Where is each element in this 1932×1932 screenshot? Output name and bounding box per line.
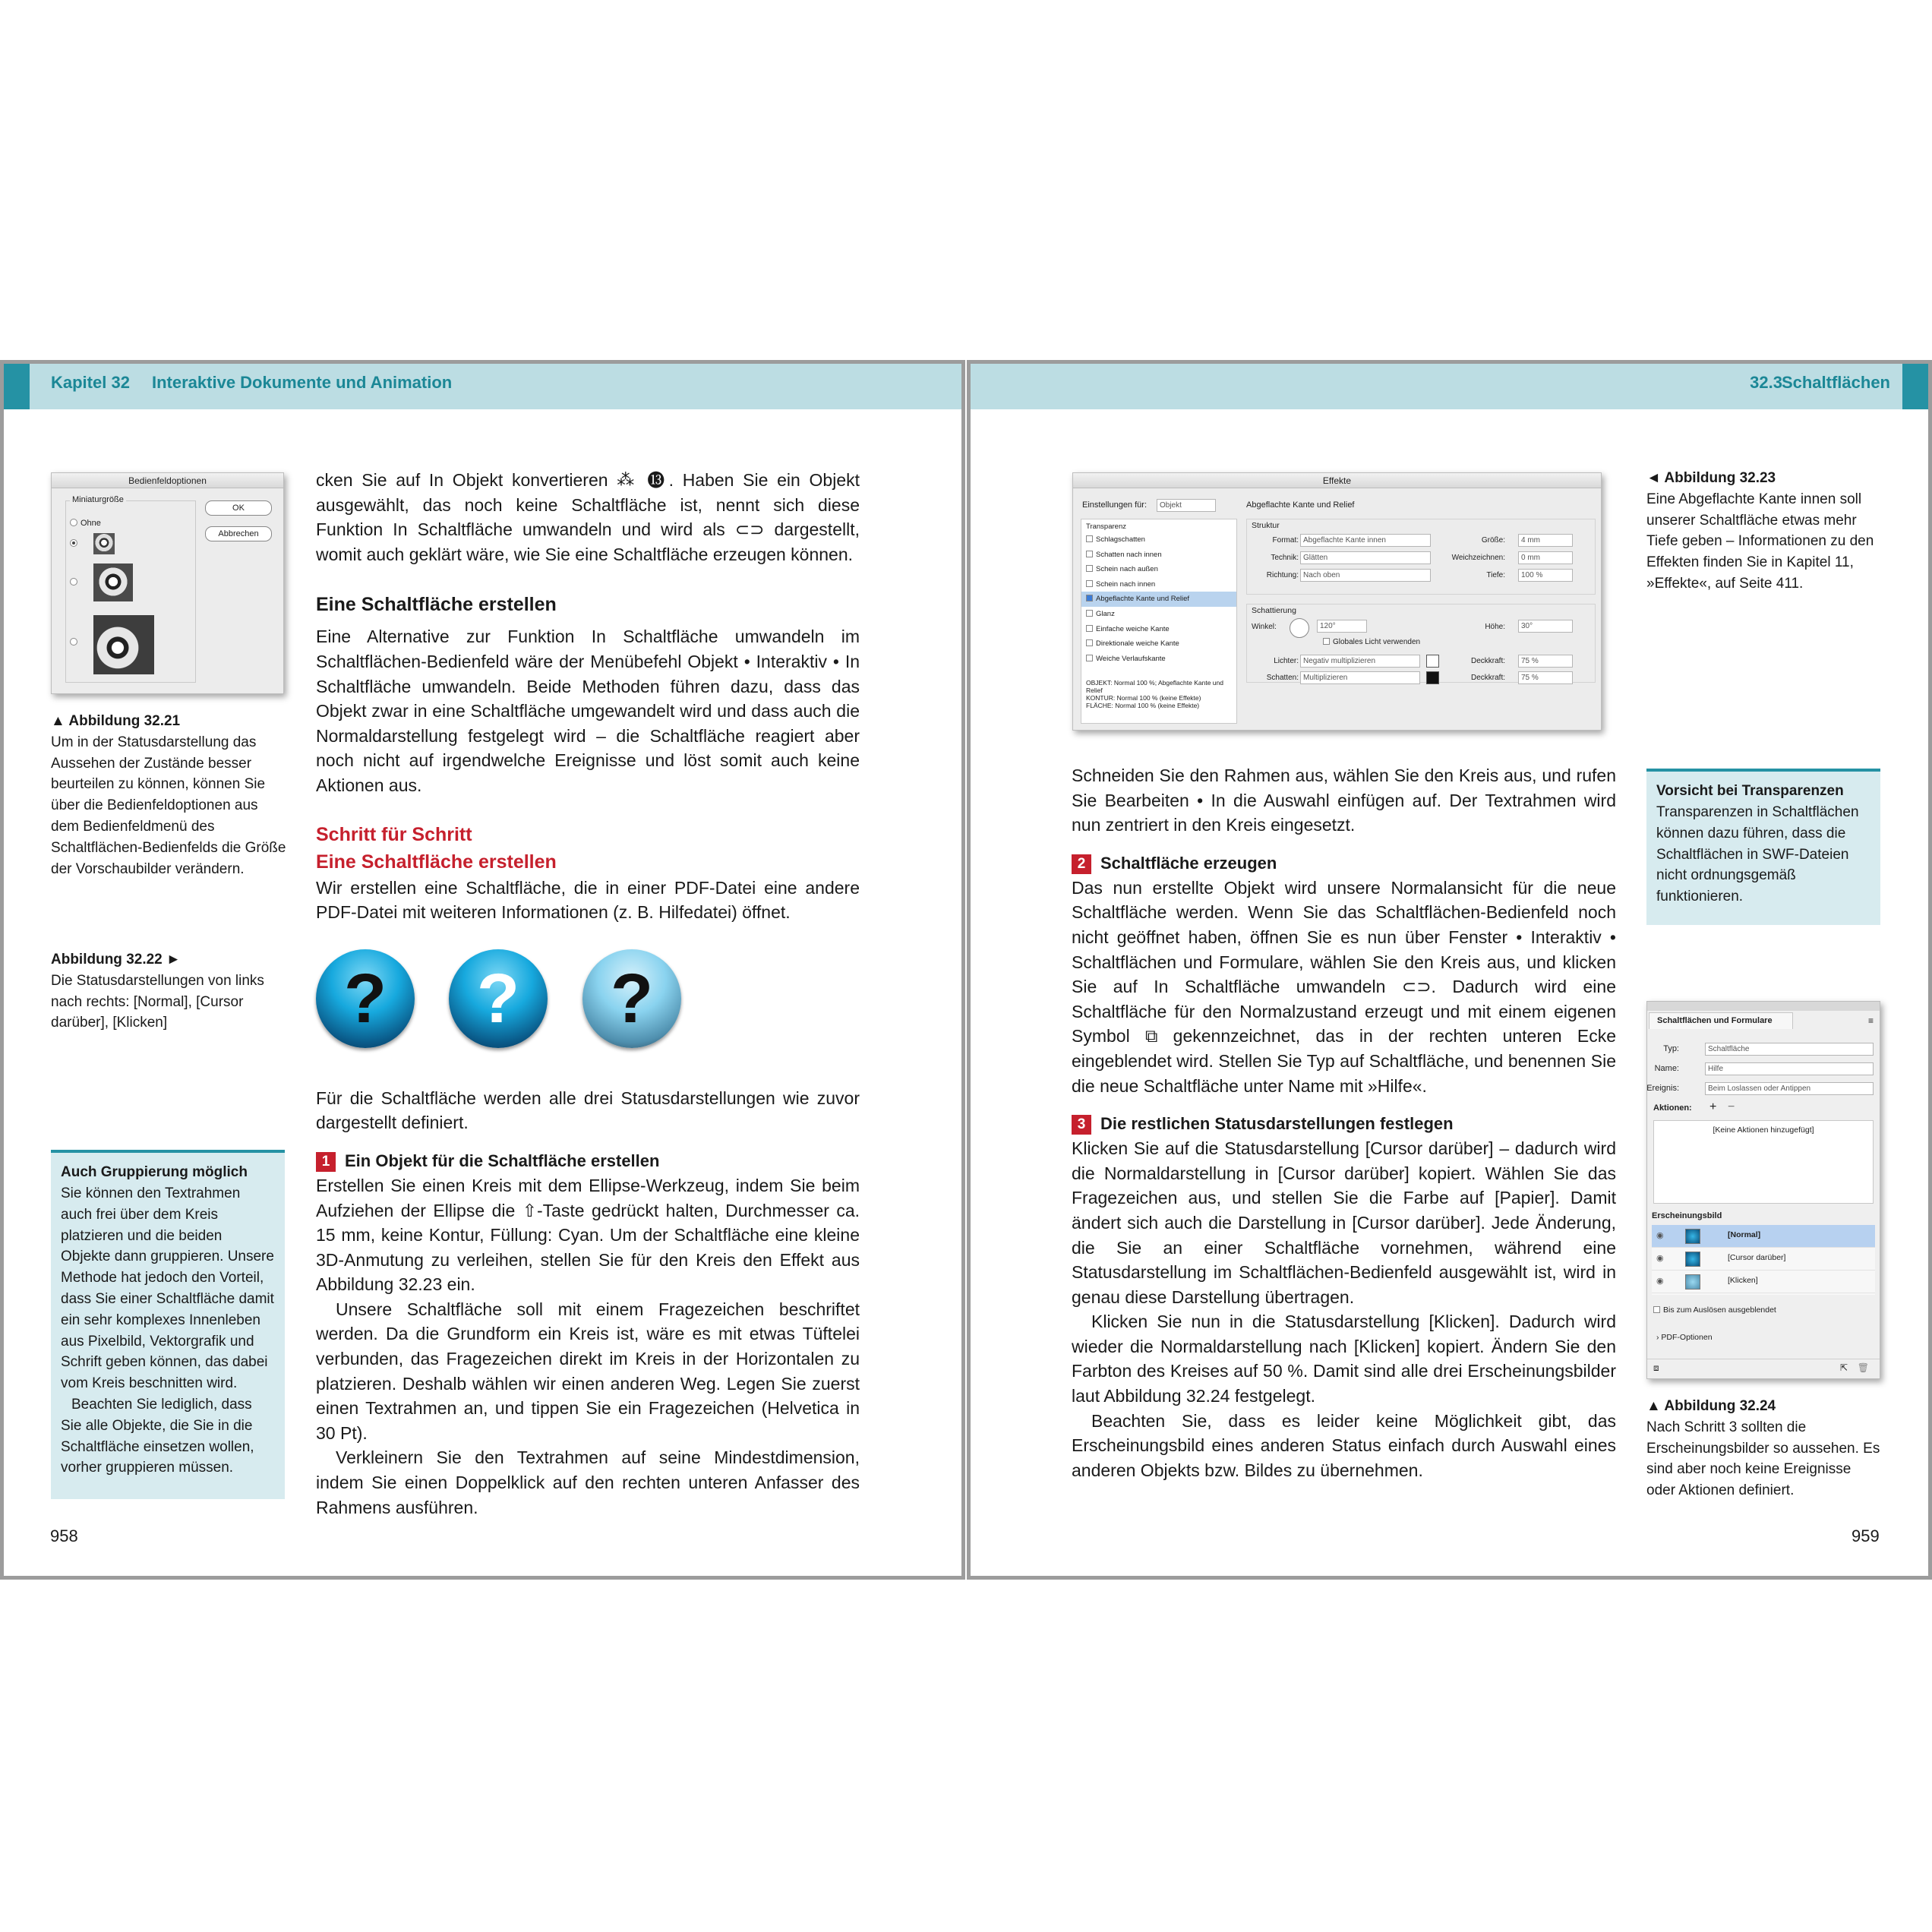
caption-title: ▲ Abbildung 32.24 bbox=[1646, 1398, 1776, 1414]
tip-text: Sie können den Textrahmen auch frei über dem Kreis platzieren und die beiden Objekte dann gruppieren. Unsere Methode hat jedoch den Vorteil, dass Sie einer Schaltfläche damit ein sehr komplexes Innenleben aus Pixelbild, Vektorgrafik und Schrift geben können, das dabei vom Kreis beschnitten wird. bbox=[61, 1185, 274, 1392]
angle-dial[interactable] bbox=[1290, 618, 1309, 638]
appearance-state-row[interactable] bbox=[1652, 1248, 1875, 1271]
schatten-select[interactable]: Multiplizieren bbox=[1300, 671, 1420, 684]
effects-list-item-label: Weiche Verlaufskante bbox=[1096, 654, 1166, 663]
format-select[interactable]: Abgeflachte Kante innen bbox=[1300, 534, 1431, 547]
paragraph: Klicken Sie nun in die Statusdarstellung [Klicken]. Dadurch wird wieder die Normaldarstellung nach [Klicken] kopiert. Ändern Sie den Farbton des Kreises auf 50 %. Damit sind alle drei Erscheinungsbilder laut Abbildung 32.24 festgelegt. bbox=[1072, 1312, 1616, 1406]
paragraph: Schneiden Sie den Rahmen aus, wählen Sie den Kreis aus, und rufen Sie Bearbeiten • In die Auswahl einfügen auf. Der Textrahmen wird nun zentriert in den Kreis eingesetzt. bbox=[1072, 766, 1616, 835]
aktionen-label: Aktionen: bbox=[1653, 1103, 1692, 1113]
schattierung-label: Schattierung bbox=[1252, 606, 1296, 615]
deckkraft-label: Deckkraft: bbox=[1470, 657, 1505, 665]
state-normal-button bbox=[316, 949, 415, 1048]
left-main-column bbox=[316, 468, 860, 1520]
global-light-label: Globales Licht verwenden bbox=[1333, 638, 1421, 646]
winkel-field[interactable]: 120° bbox=[1317, 620, 1367, 633]
section-number: 32.3 bbox=[1750, 373, 1782, 392]
page-number-left: 958 bbox=[50, 1526, 78, 1545]
paragraph: Beachten Sie, dass es leider keine Möglichkeit gibt, das Erscheinungsbild eines anderen Status einfach durch Auswahl eines anderen Objekts bzw. Bildes zu übernehmen. bbox=[1072, 1410, 1616, 1480]
step-2-heading bbox=[1072, 851, 1616, 876]
hoehe-label: Höhe: bbox=[1485, 623, 1505, 631]
right-main-column bbox=[1072, 763, 1616, 1482]
effects-list-item[interactable] bbox=[1081, 562, 1236, 577]
right-tab-marker bbox=[1902, 364, 1928, 409]
panel-title: Schaltflächen und Formulare bbox=[1657, 1016, 1773, 1025]
tiefe-label: Tiefe: bbox=[1486, 571, 1505, 579]
thumbnail-small bbox=[93, 533, 115, 554]
effects-list-item[interactable] bbox=[1081, 607, 1236, 622]
question-mark: ? bbox=[610, 959, 654, 1037]
cancel-button[interactable]: Abbrechen bbox=[205, 526, 272, 541]
lichter-select[interactable]: Negativ multiplizieren bbox=[1300, 655, 1420, 668]
schatten-color-swatch[interactable] bbox=[1426, 671, 1439, 684]
step-1-heading bbox=[316, 1149, 860, 1173]
hide-label: Bis zum Auslösen ausgeblendet bbox=[1663, 1305, 1776, 1315]
effects-list-item[interactable] bbox=[1081, 592, 1236, 607]
tip-text-2: Beachten Sie lediglich, dass Sie alle Objekte, die Sie in die Schaltfläche einsetzen wollen, vorher gruppieren müssen. bbox=[61, 1396, 254, 1476]
state-label: [Cursor darüber] bbox=[1728, 1253, 1786, 1262]
groesse-field[interactable]: 4 mm bbox=[1518, 534, 1573, 547]
left-running-header bbox=[30, 364, 961, 409]
settings-for-select[interactable]: Objekt bbox=[1157, 499, 1216, 512]
effects-list-item-label: Glanz bbox=[1096, 609, 1115, 618]
radio-large[interactable] bbox=[70, 638, 77, 646]
tiefe-field[interactable]: 100 % bbox=[1518, 569, 1573, 582]
button-states-figure bbox=[316, 931, 860, 1083]
paragraph: Für die Schaltfläche werden alle drei Statusdarstellungen wie zuvor dargestellt definiert. bbox=[316, 1088, 860, 1133]
eye-icon[interactable]: ◉ bbox=[1656, 1231, 1664, 1240]
effekte-dialog bbox=[1072, 472, 1602, 731]
bedienfeldoptionen-dialog bbox=[51, 472, 284, 694]
hide-until-triggered-checkbox[interactable] bbox=[1653, 1305, 1776, 1315]
tip-box-grouping bbox=[51, 1150, 285, 1499]
typ-label: Typ: bbox=[1663, 1044, 1679, 1053]
effects-list-item-label: Einfache weiche Kante bbox=[1096, 624, 1170, 633]
right-running-header bbox=[971, 364, 1902, 409]
pdf-options-disclosure[interactable]: › PDF-Optionen bbox=[1656, 1333, 1713, 1342]
struktur-group bbox=[1246, 519, 1596, 595]
panel-menu-icon[interactable]: ≡ bbox=[1867, 1015, 1874, 1026]
radio-medium[interactable] bbox=[70, 578, 77, 586]
richtung-select[interactable]: Nach oben bbox=[1300, 569, 1431, 582]
state-thumbnail bbox=[1685, 1274, 1700, 1290]
paragraph: Das nun erstellte Objekt wird unsere Normalansicht für die neue Schaltfläche werden. Wenn Sie das Schaltflächen-Bedienfeld noch nicht geöffnet haben, öffnen Sie es nun über Fenster • Interaktiv • Schaltflächen und Formulare, wählen Sie den Kreis aus, und klicken Sie auf In Schaltfläche umwandeln ⊂⊃. Dadurch wird eine Schaltfläche für den Normalzustand erzeugt und mit einem eigenen Symbol ⧉ gekennzeichnet, das in der rechten unteren Ecke eingeblendet wird. Stellen Sie Typ auf Schaltfläche, und benennen Sie die neue Schaltfläche unter Name mit »Hilfe«. bbox=[1072, 877, 1616, 1096]
effects-list-item-label: Schatten nach innen bbox=[1096, 550, 1162, 559]
hoehe-field[interactable]: 30° bbox=[1518, 620, 1573, 633]
appearance-state-row[interactable] bbox=[1652, 1225, 1875, 1248]
section-heading: Eine Schaltfläche erstellen bbox=[316, 594, 557, 616]
technik-label: Technik: bbox=[1271, 554, 1299, 562]
preview-icon[interactable]: ⧈ bbox=[1653, 1362, 1659, 1373]
thumbnail-group bbox=[65, 495, 196, 683]
step-by-step-title: Eine Schaltfläche erstellen bbox=[316, 851, 557, 873]
radio-none[interactable] bbox=[70, 519, 101, 528]
remove-action-icon[interactable]: − bbox=[1728, 1100, 1735, 1113]
paragraph: cken Sie auf In Objekt konvertieren ⁂ ⓭. Haben Sie ein Objekt ausgewählt, das noch keine Schaltfläche ist, nennt sich diese Funktion In Schaltfläche umwandeln und wird als ⊂⊃ dargestellt, womit auch geklärt wäre, wie Sie eine Schaltfläche erzeugen können. bbox=[316, 470, 860, 564]
thumbnail-large bbox=[93, 615, 154, 674]
groesse-label: Größe: bbox=[1481, 536, 1505, 545]
tip-text: Transparenzen in Schaltflächen können dazu führen, dass die Schaltflächen in SWF-Dateien nicht ordnungsgemäß funktionieren. bbox=[1656, 804, 1859, 905]
step-by-step-label: Schritt für Schritt bbox=[316, 823, 472, 845]
question-mark: ? bbox=[476, 959, 520, 1037]
schatten-label: Schatten: bbox=[1266, 674, 1299, 682]
caption-title: Abbildung 32.22 ► bbox=[51, 952, 181, 968]
question-mark: ? bbox=[343, 959, 387, 1037]
weichzeichnen-label: Weichzeichnen: bbox=[1451, 554, 1505, 562]
caption-title: ▲ Abbildung 32.21 bbox=[51, 713, 181, 729]
chapter-title: Interaktive Dokumente und Animation bbox=[152, 373, 453, 392]
step-title: Ein Objekt für die Schaltfläche erstellen bbox=[345, 1151, 660, 1170]
effects-list-item[interactable] bbox=[1081, 532, 1236, 548]
name-input[interactable]: Hilfe bbox=[1705, 1062, 1874, 1075]
weichzeichnen-field[interactable]: 0 mm bbox=[1518, 551, 1573, 564]
section-title: Abgeflachte Kante und Relief bbox=[1246, 500, 1355, 510]
paragraph: Wir erstellen eine Schaltfläche, die in einer PDF-Datei eine andere PDF-Datei mit weiteren Informationen (z. B. Hilfedatei) öffnet. bbox=[316, 877, 860, 923]
richtung-label: Richtung: bbox=[1266, 571, 1299, 579]
effects-list bbox=[1081, 519, 1237, 724]
effects-summary: OBJEKT: Normal 100 %; Abgeflachte Kante und Relief KONTUR: Normal 100 % (keine Effekte) FLÄCHE: Normal 100 % (keine Effekte) bbox=[1086, 679, 1223, 709]
panel-topbar bbox=[1647, 1002, 1880, 1011]
ok-button[interactable]: OK bbox=[205, 500, 272, 516]
group-label: Miniaturgröße bbox=[70, 495, 126, 504]
format-label: Format: bbox=[1272, 536, 1299, 545]
caption-text: Nach Schritt 3 sollten die Erscheinungsbilder so aussehen. Es sind aber noch keine Ereignisse oder Aktionen definiert. bbox=[1646, 1419, 1880, 1499]
paragraph: Unsere Schaltfläche soll mit einem Fragezeichen beschriftet werden. Da die Grundform ein Kreis ist, wäre es mit etwas Tüftelei verbunden, das Fragezeichen direkt im Kreis in der Horizontalen zu platzieren. Deshalb wählen wir einen anderen Weg. Legen Sie zuerst einen Textrahmen an, und tippen Sie ein Fragezeichen (Helvetica in 30 Pt). bbox=[316, 1299, 860, 1443]
appearance-label: Erscheinungsbild bbox=[1652, 1211, 1722, 1220]
section-title: Schaltflächen bbox=[1781, 373, 1890, 392]
state-label: [Klicken] bbox=[1728, 1276, 1758, 1285]
figure-caption-32-23 bbox=[1646, 468, 1882, 595]
step-title: Die restlichen Statusdarstellungen festlegen bbox=[1100, 1114, 1454, 1134]
settings-for-label: Einstellungen für: bbox=[1082, 500, 1147, 510]
tip-title: Auch Gruppierung möglich bbox=[61, 1164, 248, 1180]
caption-title: ◄ Abbildung 32.23 bbox=[1646, 470, 1776, 486]
actions-list bbox=[1653, 1120, 1874, 1204]
state-label: [Normal] bbox=[1728, 1230, 1761, 1239]
state-click-button bbox=[582, 949, 681, 1048]
eye-icon[interactable]: ◉ bbox=[1656, 1277, 1664, 1286]
add-action-icon[interactable]: + bbox=[1709, 1100, 1717, 1113]
tip-title: Vorsicht bei Transparenzen bbox=[1656, 783, 1844, 799]
radio-none-label: Ohne bbox=[80, 519, 101, 528]
effects-list-item-label: Direktionale weiche Kante bbox=[1096, 639, 1179, 649]
deckkraft-lichter-field[interactable]: 75 % bbox=[1518, 655, 1573, 668]
thumbnail-medium bbox=[93, 564, 133, 601]
chapter-number: Kapitel 32 bbox=[51, 373, 130, 392]
eye-icon[interactable]: ◉ bbox=[1656, 1254, 1664, 1263]
effects-list-item-label: Schein nach außen bbox=[1096, 565, 1158, 574]
panel-tab[interactable] bbox=[1649, 1012, 1793, 1029]
effects-list-item[interactable] bbox=[1081, 636, 1236, 652]
buttons-forms-panel bbox=[1646, 1001, 1880, 1379]
paragraph: Verkleinern Sie den Textrahmen auf seine Mindestdimension, indem Sie einen Doppelklick auf den rechten unteren Anfasser des Rahmens ausführen. bbox=[316, 1447, 860, 1517]
lichter-color-swatch[interactable] bbox=[1426, 655, 1439, 668]
effects-list-item-label: Schlagschatten bbox=[1096, 535, 1145, 544]
step-number: 1 bbox=[316, 1152, 336, 1172]
deckkraft-schatten-field[interactable]: 75 % bbox=[1518, 671, 1573, 684]
figure-caption-32-22 bbox=[51, 949, 279, 1034]
convert-icon[interactable]: ⇱ bbox=[1839, 1362, 1848, 1373]
ereignis-select[interactable]: Beim Loslassen oder Antippen bbox=[1705, 1082, 1874, 1095]
effects-list-item[interactable] bbox=[1081, 548, 1236, 563]
winkel-label: Winkel: bbox=[1252, 623, 1277, 631]
trash-icon[interactable]: 🗑 bbox=[1857, 1362, 1869, 1373]
caption-text: Eine Abgeflachte Kante innen soll unserer Schaltfläche etwas mehr Tiefe geben – Informationen zu den Effekten finden Sie in Kapitel 11, »Effekte«, auf Seite 411. bbox=[1646, 491, 1874, 592]
caption-text: Um in der Statusdarstellung das Aussehen der Zustände besser beurteilen zu können, können Sie über die Bedienfeldoptionen aus dem Bedienfeldmenü des Schaltflächen-Bedienfelds die Größe der Vorschaubilder verändern. bbox=[51, 734, 286, 877]
effects-list-item[interactable] bbox=[1081, 577, 1236, 592]
page-number-right: 959 bbox=[1852, 1526, 1880, 1545]
global-light-checkbox[interactable] bbox=[1323, 638, 1420, 646]
step-number: 2 bbox=[1072, 854, 1091, 874]
struktur-label: Struktur bbox=[1252, 521, 1280, 530]
paragraph: Erstellen Sie einen Kreis mit dem Ellipse-Werkzeug, indem Sie beim Aufziehen der Ellipse die ⇧-Taste gedrückt halten, Durchmesser ca. 15 mm, keine Kontur, Füllung: Cyan. Um der Schaltfläche eine kleine 3D-Anmutung zu verleihen, stellen Sie für den Kreis den Effekt aus Abbildung 32.23 ein. bbox=[316, 1175, 860, 1295]
state-hover-button bbox=[449, 949, 548, 1048]
left-tab-marker bbox=[4, 364, 30, 409]
tip-box-transparency bbox=[1646, 769, 1880, 925]
appearance-state-row[interactable] bbox=[1652, 1271, 1875, 1293]
figure-caption-32-21 bbox=[51, 711, 286, 879]
schattierung-group bbox=[1246, 604, 1596, 683]
lichter-label: Lichter: bbox=[1274, 657, 1299, 665]
effects-list-item-label: Schein nach innen bbox=[1096, 579, 1156, 589]
appearance-list bbox=[1652, 1225, 1875, 1295]
technik-select[interactable]: Glätten bbox=[1300, 551, 1431, 564]
paragraph: Eine Alternative zur Funktion In Schaltfläche umwandeln im Schaltflächen-Bedienfeld wäre der Menübefehl Objekt • Interaktiv • In Schaltfläche umwandeln. Beide Methoden führen dazu, dass das Objekt zwar in eine Schaltfläche umgewandelt wird und dass auch die Normaldarstellung festgelegt wird – die Schaltfläche reagiert aber noch nicht auf irgendwelche Ereignisse und löst somit auch keine Aktionen aus. bbox=[316, 627, 860, 795]
step-title: Schaltfläche erzeugen bbox=[1100, 853, 1277, 873]
panel-bottombar bbox=[1647, 1359, 1880, 1378]
deckkraft-label: Deckkraft: bbox=[1470, 674, 1505, 682]
radio-small[interactable] bbox=[70, 539, 77, 547]
paragraph: Klicken Sie auf die Statusdarstellung [Cursor darüber] – dadurch wird die Normaldarstellung in [Cursor darüber] kopiert. Wählen Sie das Fragezeichen aus, und stellen Sie die Farbe auf [Papier]. Damit ändert sich auch die Darstellung in [Cursor darüber]. Jede Änderung, die Sie an einer Schaltfläche vornehmen, während eine Statusdarstellung im Schaltflächen-Bedienfeld ausgewählt ist, wird in genau diese Darstellung übertragen. bbox=[1072, 1138, 1616, 1307]
dialog-title: Effekte bbox=[1073, 473, 1601, 488]
state-thumbnail bbox=[1685, 1252, 1700, 1267]
effects-list-item-label: Abgeflachte Kante und Relief bbox=[1096, 595, 1190, 604]
dialog-title: Bedienfeldoptionen bbox=[52, 473, 283, 488]
no-actions-text: [Keine Aktionen hinzugefügt] bbox=[1713, 1125, 1814, 1135]
figure-caption-32-24 bbox=[1646, 1396, 1882, 1501]
ereignis-label: Ereignis: bbox=[1646, 1084, 1679, 1093]
step-number: 3 bbox=[1072, 1115, 1091, 1135]
list-heading: Transparenz bbox=[1086, 522, 1126, 531]
effects-list-item[interactable] bbox=[1081, 652, 1236, 667]
pdf-options-label: PDF-Optionen bbox=[1661, 1333, 1713, 1342]
name-label: Name: bbox=[1654, 1064, 1679, 1073]
state-thumbnail bbox=[1685, 1229, 1700, 1244]
step-3-heading bbox=[1072, 1112, 1616, 1136]
typ-select[interactable]: Schaltfläche bbox=[1705, 1043, 1874, 1056]
effects-list-item[interactable] bbox=[1081, 622, 1236, 637]
caption-text: Die Statusdarstellungen von links nach rechts: [Normal], [Cursor darüber], [Klicken] bbox=[51, 972, 264, 1031]
